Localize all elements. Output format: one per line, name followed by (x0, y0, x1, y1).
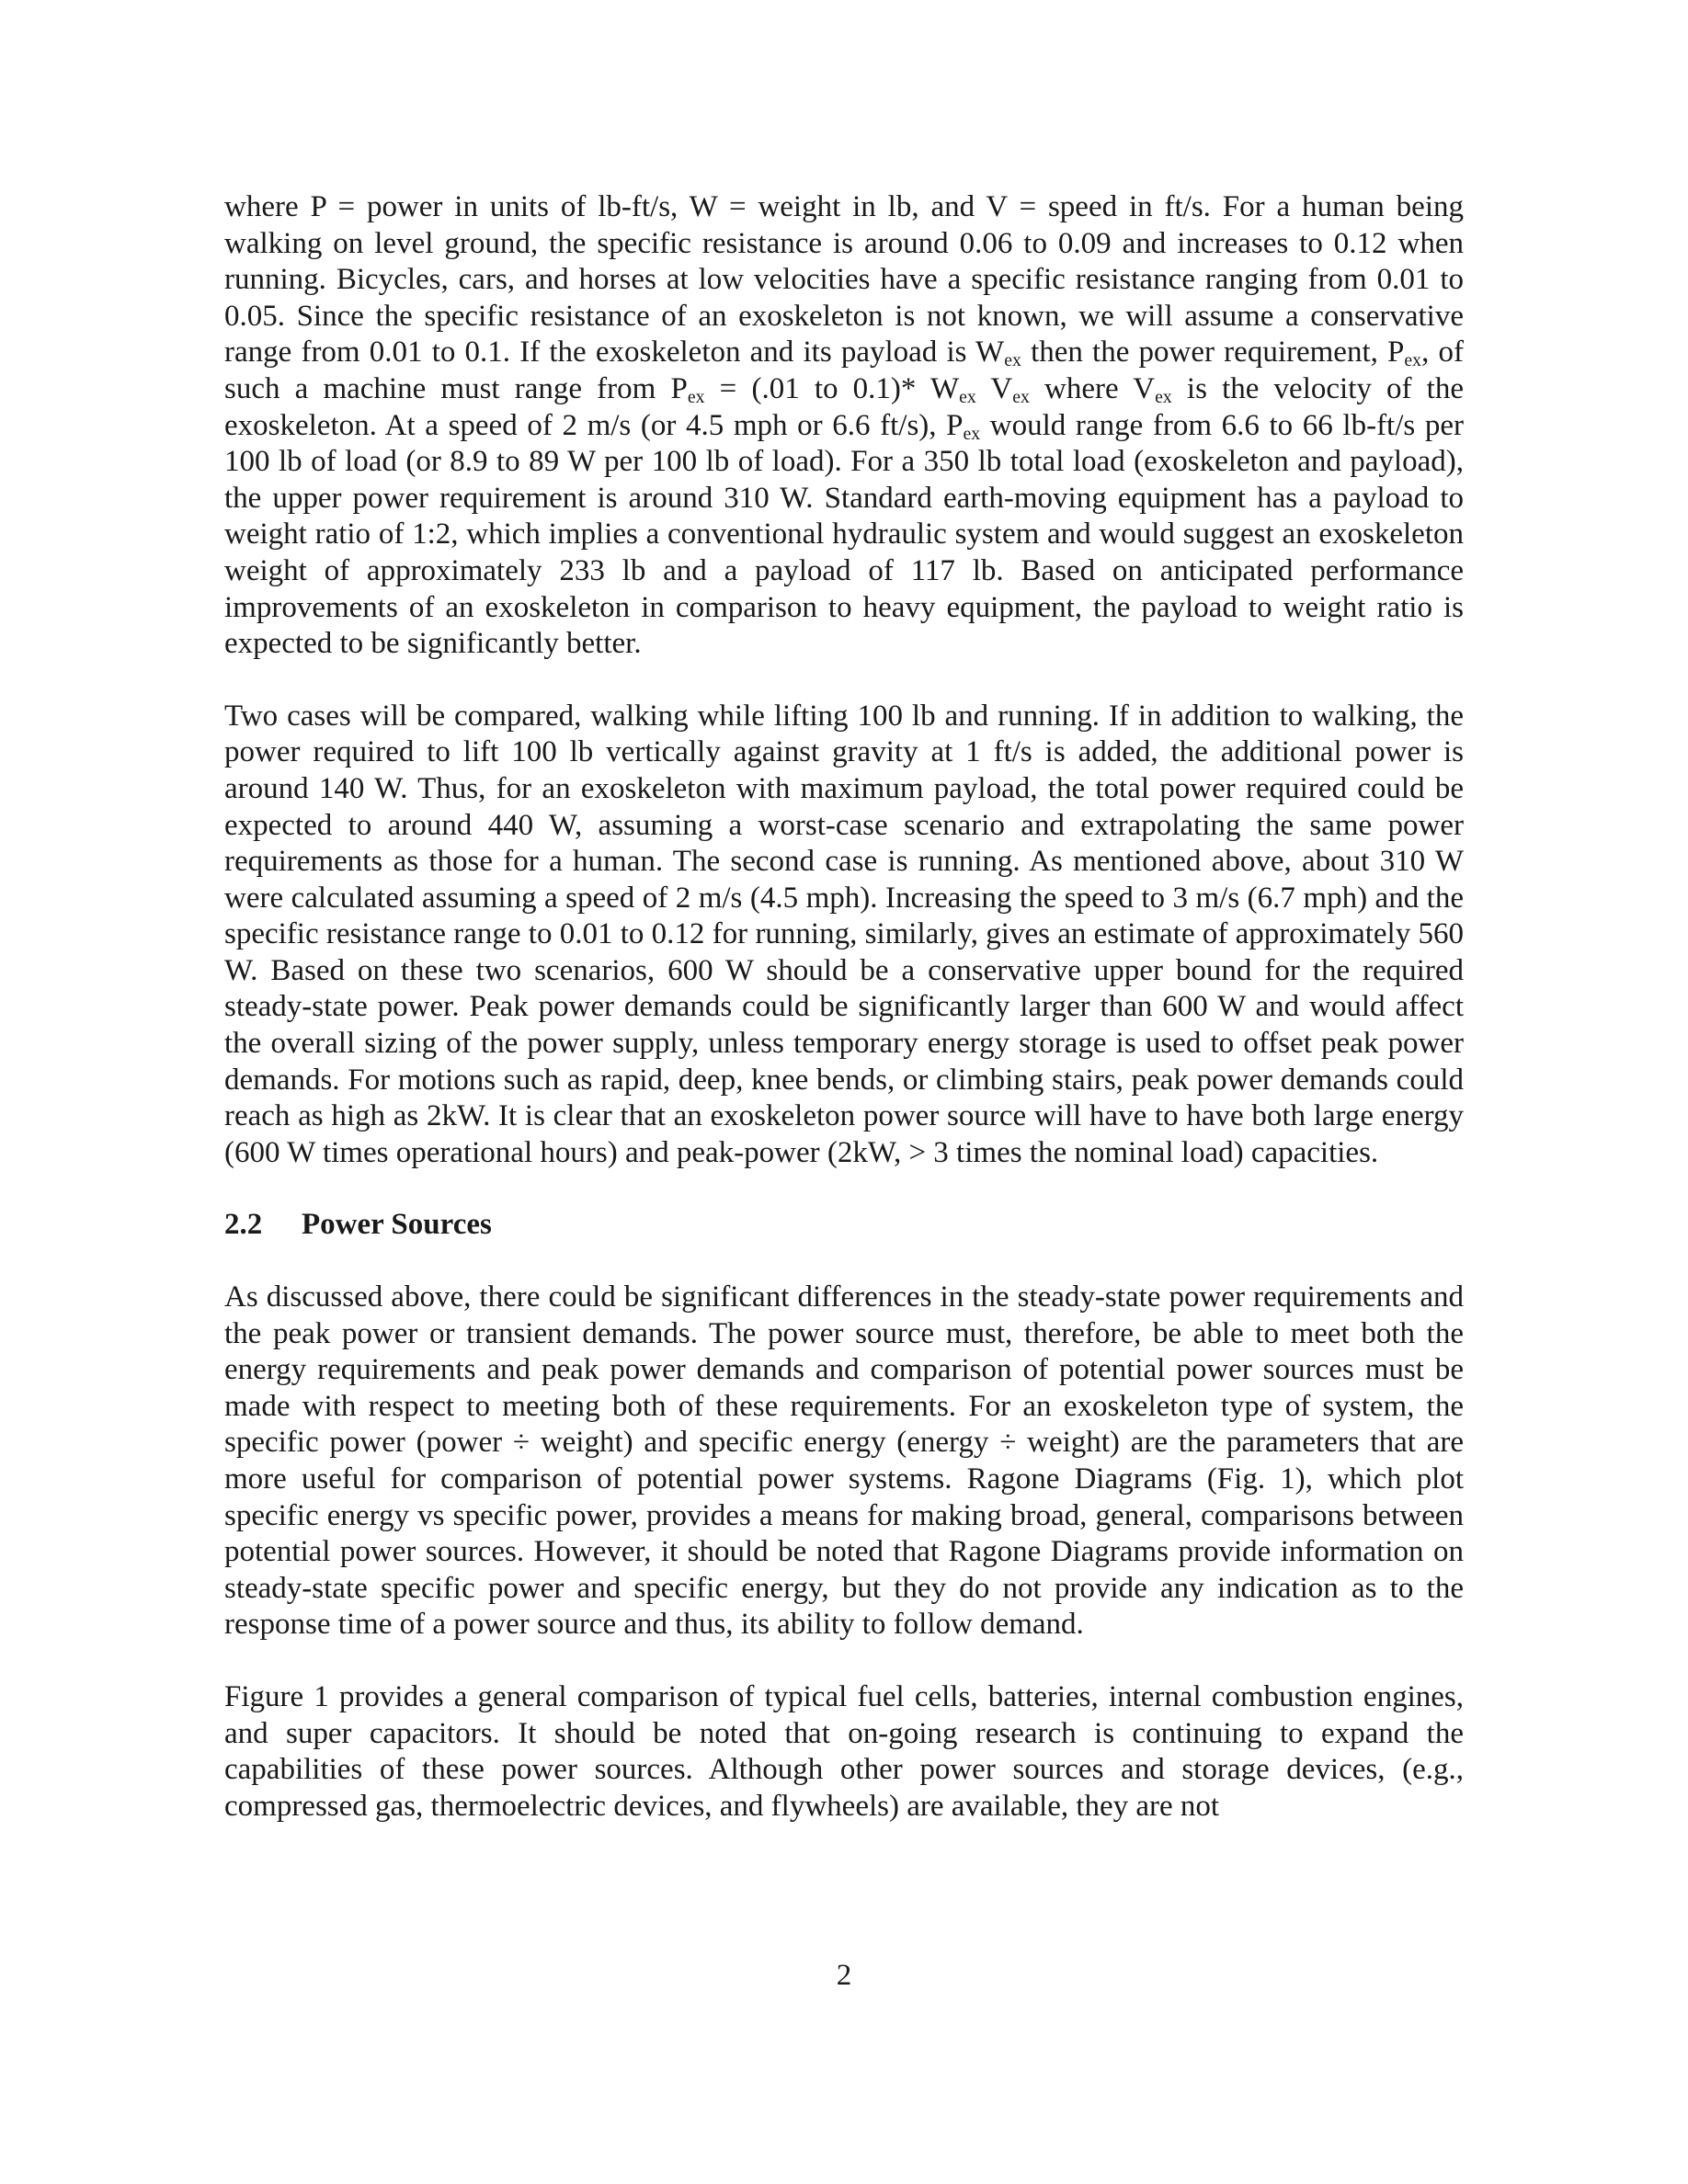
paragraph-text: where P = power in units of lb-ft/s, W = weight in lb, and V = speed in ft/s. For a human being walking on level ground, the specific resistance is around 0.06 to 0.09 and increases to 0.12 when running. Bicycles, cars, and horses at low velocities have a specific resistance ranging from 0.01 to 0.05. Since the specific resistance of an exoskeleton is not known, we will assume a conservative range from 0.01 to 0.1. If the exoskeleton and its payload is W (224, 190, 1464, 370)
subscript-ex: ex (1004, 350, 1021, 371)
paragraph-text: where V (1029, 371, 1156, 405)
paragraph-text: , of such a machine must range from P (224, 336, 1464, 405)
subscript-ex: ex (1155, 386, 1172, 407)
paragraph-text: Two cases will be compared, walking while lifting 100 lb and running. If in addition to walking, the power required to lift 100 lb vertically against gravity at 1 ft/s is added, the additional power is around 140 W. Thus, for an exoskeleton with maximum payload, the total power required could be expected to around 440 W, assuming a worst-case scenario and extrapolating the same power requirements as those for a human. The second case is running. As mentioned above, about 310 W were calculated assuming a speed of 2 m/s (4.5 mph). Increasing the speed to 3 m/s (6.7 mph) and the specific resistance range to 0.01 to 0.12 for running, similarly, gives an estimate of approximately 560 W. Based on these two scenarios, 600 W should be a conservative upper bound for the required steady-state power. Peak power demands could be significantly larger than 600 W and would affect the overall sizing of the power supply, unless temporary energy storage is used to offset peak power demands. For motions such as rapid, deep, knee bends, or climbing stairs, peak power demands could reach as high as 2kW. It is clear that an exoskeleton power source will have to have both large energy (600 W times operational hours) and peak-power (2kW, > 3 times the nominal load) capacities. (224, 699, 1464, 1169)
section-heading (224, 1207, 1464, 1244)
section-number: 2.2 (224, 1208, 263, 1242)
paragraph-text: is the velocity of the exoskeleton. At a speed of 2 m/s (or 4.5 mph or 6.6 ft/s), P (224, 371, 1464, 442)
paragraph-gap (224, 663, 1464, 699)
subscript-ex: ex (687, 386, 705, 407)
paragraph-text: then the power requirement, P (1021, 336, 1405, 370)
subscript-ex: ex (1012, 386, 1030, 407)
subscript-ex: ex (959, 386, 976, 407)
paragraph-gap (224, 1171, 1464, 1207)
page-number: 2 (836, 1959, 852, 1992)
paragraph-power-sources: As discussed above, there could be significant differences in the steady-state power requirements and the peak power or transient demands. The power source must, therefore, be able to meet both the energy requirements and peak power demands and comparison of potential power sources must be made with respect to meeting both of these requirements. For an exoskeleton type of system, the specific power (power ÷ weight) and specific energy (energy ÷ weight) are the parameters that are more useful for comparison of potential power systems. Ragone Diagrams (Fig. 1), which plot specific energy vs specific power, provides a means for making broad, general, comparisons between potential power sources. However, it should be noted that Ragone Diagrams provide information on steady-state specific power and specific energy, but they do not provide any indication as to the response time of a power source and thus, its ability to follow demand. (224, 1280, 1464, 1642)
paragraph-text: = (.01 to 0.1)* W (704, 371, 960, 405)
paragraph-gap (224, 1244, 1464, 1280)
paragraph-figure-comparison: Figure 1 provides a general comparison of typical fuel cells, batteries, internal combustion engines, and super capacitors. It should be noted that on-going research is continuing to expand the capabilities of these power sources. Although other power sources and storage devices, (e.g., compressed gas, thermoelectric devices, and flywheels) are available, they are not (224, 1679, 1464, 1823)
subscript-ex: ex (1404, 350, 1422, 371)
paragraph-gap (224, 1644, 1464, 1679)
paragraph-text: would range from 6.6 to 66 lb-ft/s per 100 lb of load (or 8.9 to 89 W per 100 lb of load). For a 350 lb total load (exoskeleton and payload), the upper power requirement is around 310 W. Standard earth-moving equipment has a payload to weight ratio of 1:2, which implies a conventional hydraulic system and would suggest an exoskeleton weight of approximately 233 lb and a payload of 117 lb. Based on anticipated performance improvements of an exoskeleton in comparison to heavy equipment, the payload to weight ratio is expected to be significantly better. (224, 408, 1464, 661)
paragraph-text: V (975, 371, 1013, 405)
subscript-ex: ex (963, 423, 981, 444)
page-body (224, 189, 1464, 1825)
paragraph-specific-resistance (224, 189, 1464, 663)
section-title: Power Sources (302, 1208, 492, 1242)
paragraph-power-cases (224, 699, 1464, 1172)
